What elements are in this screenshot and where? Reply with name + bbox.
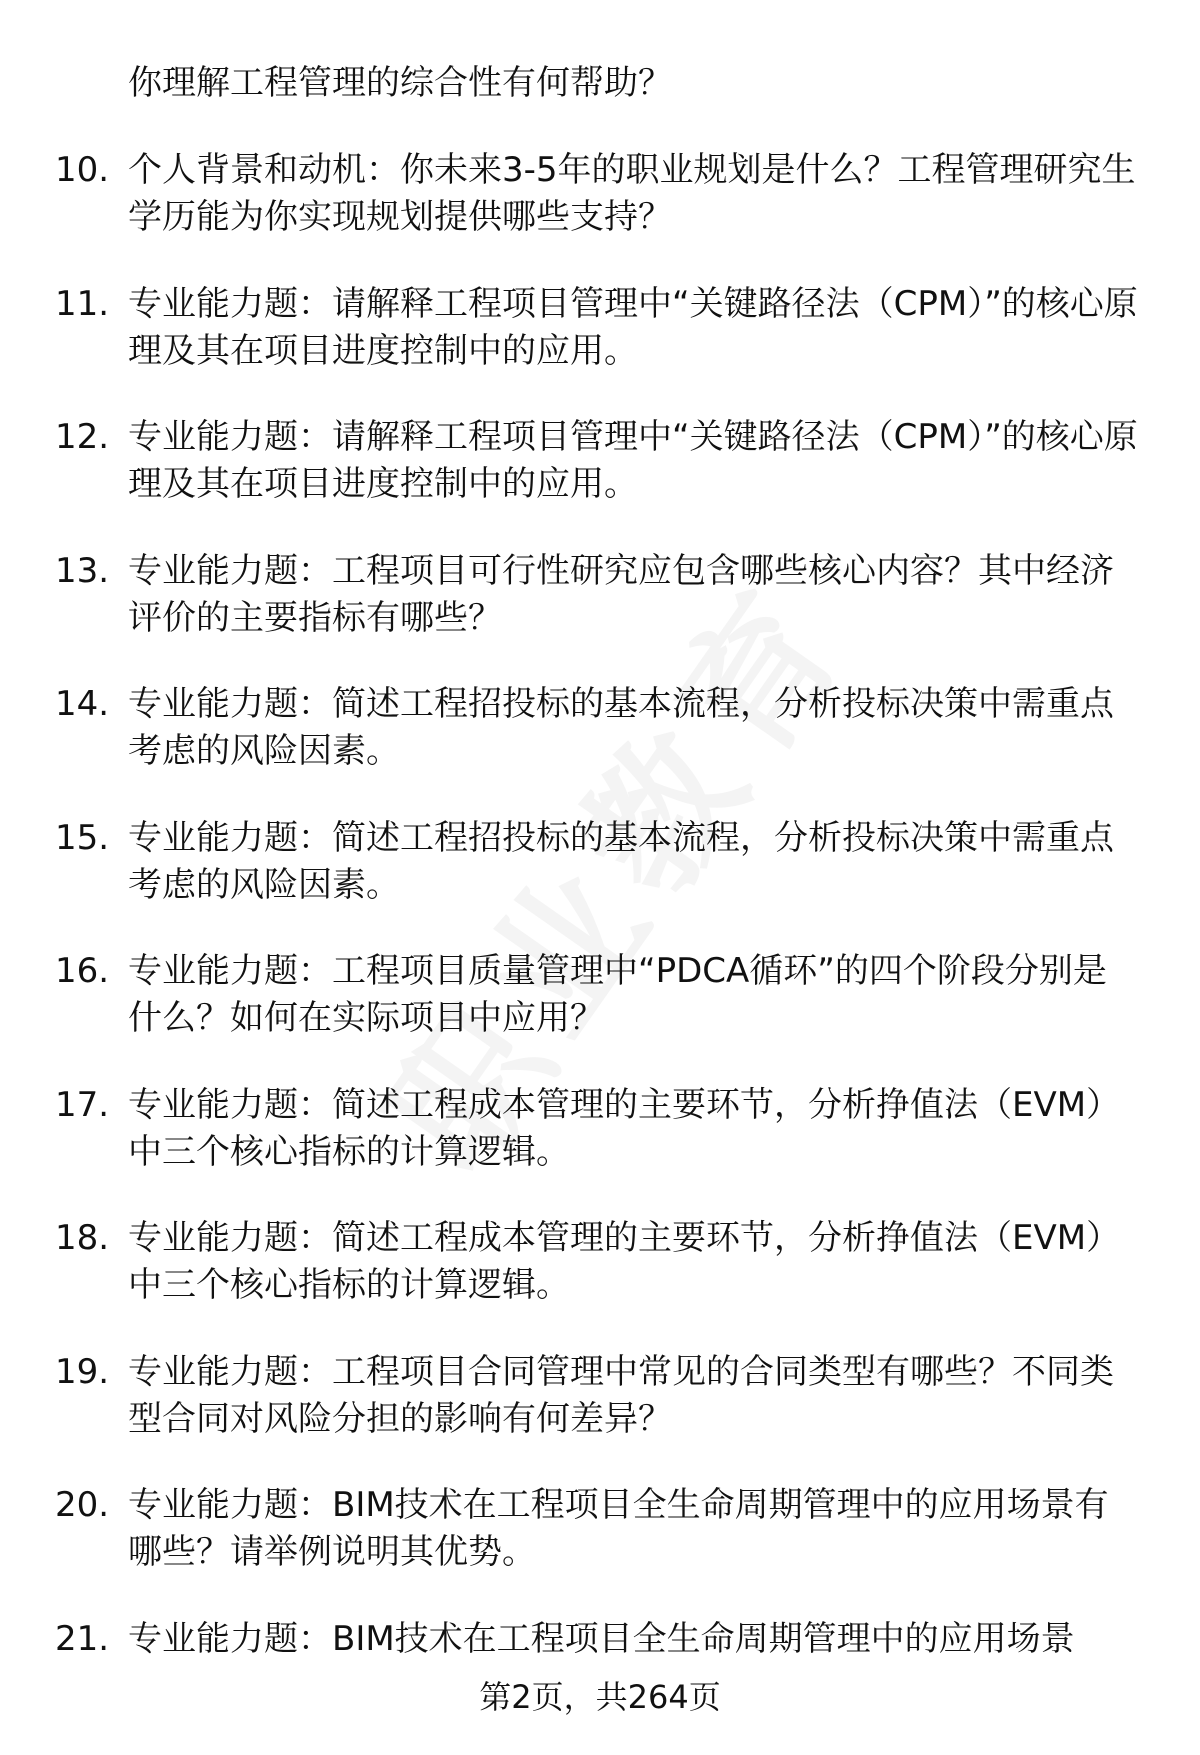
item-text: 专业能力题：BIM技术在工程项目全生命周期管理中的应用场景有哪些？请举例说明其优势。 [128,1485,1109,1572]
item-text: 专业能力题：BIM技术在工程项目全生命周期管理中的应用场景 [128,1618,1075,1659]
list-item [0,1215,1200,1349]
item-number: 16. [55,951,110,991]
item-text: 专业能力题：简述工程招投标的基本流程，分析投标决策中需重点考虑的风险因素。 [128,817,1114,905]
page-footer: 第2页，共264页 [479,1678,721,1716]
item-number: 20. [55,1485,110,1525]
item-text: 专业能力题：请解释工程项目管理中“关键路径法（CPM）”的核心原理及其在项目进度控制中的应用。 [128,417,1138,504]
item-text: 专业能力题：简述工程成本管理的主要环节，分析挣值法（EVM）中三个核心指标的计算逻辑。 [128,1084,1121,1172]
item-number: 11. [55,283,110,324]
item-text: 专业能力题：工程项目合同管理中常见的合同类型有哪些？不同类型合同对风险分担的影响有何差异？ [128,1351,1114,1439]
list-item [0,281,1200,415]
list-item [0,414,1200,548]
list-item [0,815,1200,949]
list-item [0,1082,1200,1216]
item-text: 专业能力题：简述工程成本管理的主要环节，分析挣值法（EVM）中三个核心指标的计算逻辑。 [128,1218,1121,1305]
list-item [0,1349,1200,1483]
item-number: 21. [55,1618,110,1659]
item-text: 专业能力题：工程项目可行性研究应包含哪些核心内容？其中经济评价的主要指标有哪些？ [128,550,1114,638]
list-item [0,147,1200,281]
item-text: 专业能力题：简述工程招投标的基本流程，分析投标决策中需重点考虑的风险因素。 [128,684,1114,771]
item-number: 13. [55,550,110,591]
question-list [0,147,1200,1749]
list-item [0,948,1200,1082]
item-text: 专业能力题：工程项目质量管理中“PDCA循环”的四个阶段分别是什么？如何在实际项目中应用？ [128,951,1107,1038]
item-number: 15. [55,817,110,858]
item-text: 个人背景和动机：你未来3-5年的职业规划是什么？工程管理研究生学历能为你实现规划提供哪些支持？ [128,150,1136,237]
item-number: 12. [55,417,110,457]
item-text: 专业能力题：请解释工程项目管理中“关键路径法（CPM）”的核心原理及其在项目进度控制中的应用。 [128,283,1138,371]
item-number: 17. [55,1084,110,1125]
list-item [0,681,1200,815]
item-number: 19. [55,1351,110,1392]
list-item [0,548,1200,682]
list-item [0,1482,1200,1616]
continuation-text: 你理解工程管理的综合性有何帮助？ [128,63,672,103]
item-number: 10. [55,150,110,190]
item-number: 18. [55,1218,110,1258]
item-number: 14. [55,684,110,724]
